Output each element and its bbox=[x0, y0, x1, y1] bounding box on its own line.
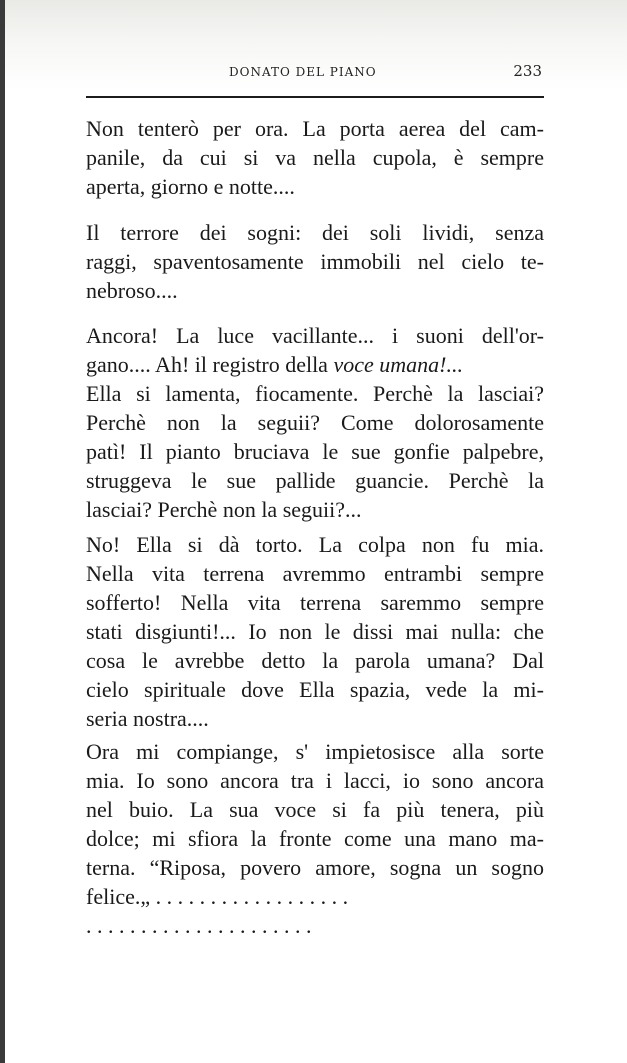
paragraph-1 bbox=[86, 114, 544, 201]
text-line: Non tenterò per ora. La porta aerea del cam- bbox=[86, 116, 544, 141]
paragraph-3 bbox=[86, 321, 544, 524]
dot-row: . . . . . . . . . . . . . . . . . . . . . bbox=[86, 913, 312, 938]
text-segment: gano.... Ah! il registro della bbox=[86, 352, 334, 377]
page-header bbox=[84, 62, 544, 86]
text-line: Ancora! La luce vacillante... i suoni dell'or- bbox=[86, 323, 544, 348]
paragraph-2 bbox=[86, 218, 544, 305]
text-line: sofferto! Nella vita terrena saremmo sempre bbox=[86, 590, 544, 615]
text-line-with-dots bbox=[86, 882, 544, 911]
text-line: mia. Io sono ancora tra i lacci, io sono ancora bbox=[86, 768, 544, 793]
text-line: cosa le avrebbe detto la parola umana? Dal bbox=[86, 648, 544, 673]
text-line: aperta, giorno e notte.... bbox=[86, 174, 295, 199]
text-line: terna. “Riposa, povero amore, sogna un sogno bbox=[86, 855, 544, 880]
text-line: raggi, spaventosamente immobili nel cielo te- bbox=[86, 249, 544, 274]
text-line: cielo spirituale dove Ella spazia, vede la mi- bbox=[86, 677, 544, 702]
text-line: lasciai? Perchè non la seguii?... bbox=[86, 497, 362, 522]
text-segment: felice.„ bbox=[86, 884, 151, 909]
paragraph-4 bbox=[86, 530, 544, 733]
text-line: nebroso.... bbox=[86, 278, 178, 303]
text-line: Perchè non la seguii? Come dolorosamente bbox=[86, 410, 544, 435]
paragraph-5 bbox=[86, 737, 544, 940]
text-line: stati disgiunti!... Io non le dissi mai nulla: che bbox=[86, 619, 544, 644]
running-head: DONATO DEL PIANO bbox=[229, 65, 377, 79]
text-line: panile, da cui si va nella cupola, è sempre bbox=[86, 145, 544, 170]
text-line: dolce; mi sfiora la fronte come una mano ma- bbox=[86, 826, 544, 851]
dot-leader: . . . . . . . . . . . . . . . . . . bbox=[155, 884, 349, 909]
text-line: struggeva le sue pallide guancie. Perchè la bbox=[86, 468, 544, 493]
page-number: 233 bbox=[513, 62, 542, 80]
text-line-with-italic bbox=[86, 350, 544, 379]
text-line: Il terrore dei sogni: dei soli lividi, senza bbox=[86, 220, 544, 245]
text-line: nel buio. La sua voce si fa più tenera, più bbox=[86, 797, 544, 822]
text-line: Ora mi compiange, s' impietosisce alla sorte bbox=[86, 739, 544, 764]
text-line: No! Ella si dà torto. La colpa non fu mia. bbox=[86, 532, 544, 557]
header-rule bbox=[86, 96, 544, 98]
page-spine-edge bbox=[0, 0, 5, 1063]
text-line: seria nostra.... bbox=[86, 706, 209, 731]
text-line: patì! Il pianto bruciava le sue gonfie palpebre, bbox=[86, 439, 544, 464]
text-line: Ella si lamenta, fiocamente. Perchè la lasciai? bbox=[86, 381, 544, 406]
italic-phrase: voce umana!... bbox=[333, 352, 463, 377]
text-line: Nella vita terrena avremmo entrambi sempre bbox=[86, 561, 544, 586]
